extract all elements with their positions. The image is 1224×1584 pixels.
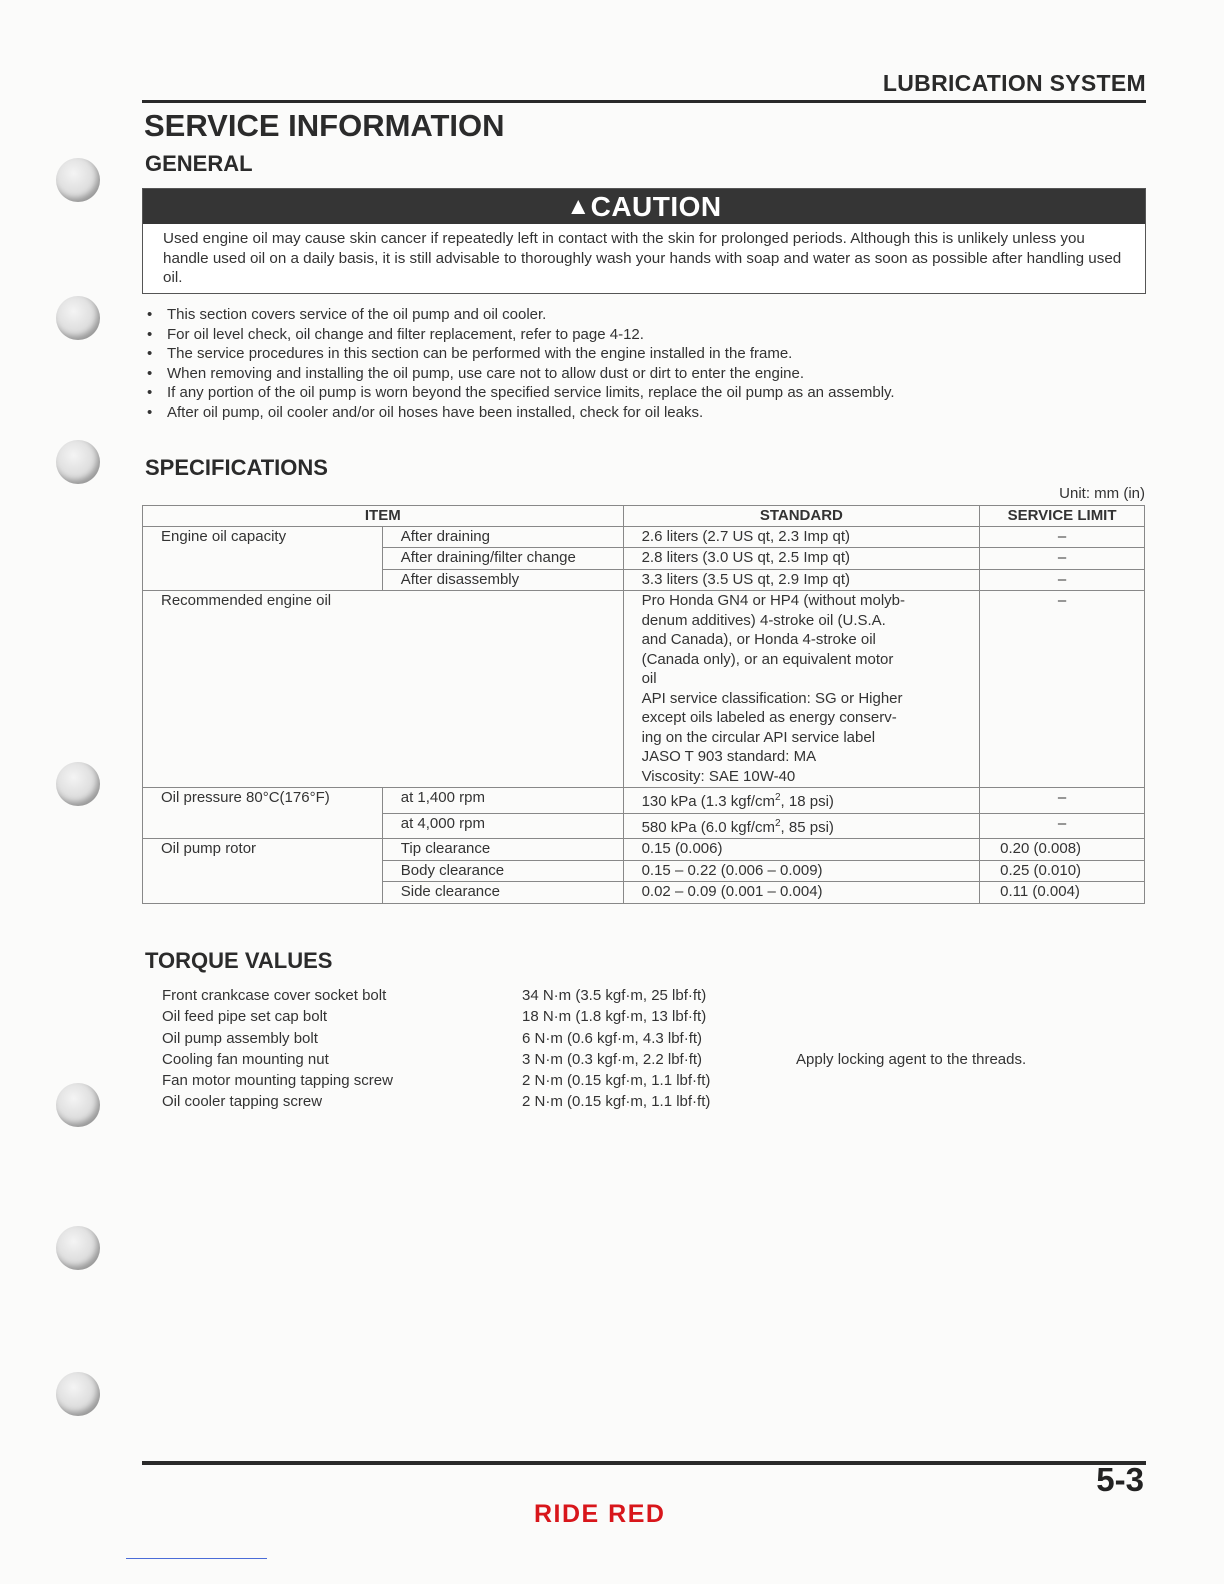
standard-line: except oils labeled as energy conserv-	[641, 709, 897, 726]
table-header-row	[143, 506, 1145, 527]
standard-value: 2.8 liters (3.0 US qt, 2.5 Imp qt)	[623, 548, 980, 570]
table-row	[143, 526, 1145, 548]
bullet-dot-icon: •	[147, 345, 153, 363]
standard-line: ing on the circular API service label	[641, 728, 876, 746]
service-limit-value: 0.11 (0.004)	[980, 882, 1145, 904]
service-limit-value: –	[980, 569, 1145, 591]
torque-value: 34 N·m (3.5 kgf·m, 25 lbf·ft)	[522, 987, 707, 1004]
table-row	[143, 591, 1145, 788]
table-row	[143, 788, 1145, 814]
column-header-standard: STANDARD	[623, 506, 980, 527]
torque-value: 6 N·m (0.6 kgf·m, 4.3 lbf·ft)	[522, 1029, 703, 1047]
item-label: Oil pressure 80°C(176°F)	[143, 788, 383, 839]
sub-item: After draining/filter change	[382, 548, 623, 570]
item-label: Oil pump rotor	[143, 839, 383, 904]
standard-value	[623, 591, 980, 788]
unit-label: Unit: mm (in)	[1059, 485, 1145, 502]
standard-line: JASO T 903 standard: MA	[641, 748, 817, 765]
standard-line: Pro Honda GN4 or HP4 (without molyb-	[641, 592, 906, 609]
service-limit-value: –	[980, 788, 1145, 814]
list-item: • After oil pump, oil cooler and/or oil hoses have been installed, check for oil leaks.	[147, 403, 704, 421]
specifications-heading: SPECIFICATIONS	[145, 455, 328, 480]
general-bullet-list	[146, 305, 1126, 423]
standard-line: API service classification: SG or Higher	[641, 689, 903, 707]
standard-line: Viscosity: SAE 10W-40	[641, 767, 796, 785]
binder-hole	[56, 762, 100, 806]
standard-line: oil	[641, 670, 657, 687]
list-item: • The service procedures in this section can be performed with the engine installed in the frame.	[147, 345, 793, 363]
standard-value: 0.02 – 0.09 (0.001 – 0.004)	[623, 882, 980, 904]
torque-value: 3 N·m (0.3 kgf·m, 2.2 lbf·ft)	[522, 1050, 703, 1068]
bullet-dot-icon: •	[147, 306, 153, 323]
binder-hole	[56, 158, 100, 202]
torque-item: Front crankcase cover socket bolt	[162, 987, 387, 1004]
torque-note: Apply locking agent to the threads.	[796, 1050, 1027, 1068]
sub-item: Body clearance	[382, 860, 623, 882]
bullet-dot-icon: •	[147, 403, 153, 421]
table-row	[143, 839, 1145, 861]
standard-line: and Canada), or Honda 4-stroke oil	[641, 631, 876, 648]
footer-link-underline	[126, 1558, 267, 1559]
torque-item: Oil feed pipe set cap bolt	[162, 1008, 328, 1026]
service-limit-value: –	[980, 591, 1145, 788]
standard-line: (Canada only), or an equivalent motor	[641, 650, 894, 668]
item-label: Engine oil capacity	[143, 526, 383, 591]
bullet-dot-icon: •	[147, 364, 153, 382]
general-heading: GENERAL	[145, 151, 253, 176]
bullet-dot-icon: •	[147, 384, 153, 402]
binder-hole	[56, 296, 100, 340]
service-limit-value: –	[980, 526, 1145, 548]
torque-value: 2 N·m (0.15 kgf·m, 1.1 lbf·ft)	[522, 1072, 711, 1090]
caution-bar	[143, 189, 1145, 224]
caution-box	[142, 188, 1146, 294]
page-title: SERVICE INFORMATION	[144, 108, 505, 143]
sub-item: Side clearance	[382, 882, 623, 904]
section-header: LUBRICATION SYSTEM	[882, 70, 1146, 96]
binder-hole	[56, 1083, 100, 1127]
torque-item: Oil pump assembly bolt	[162, 1029, 318, 1047]
item-label: Recommended engine oil	[143, 591, 624, 788]
list-item: • If any portion of the oil pump is worn beyond the specified service limits, replace the oil pump as an assembly.	[147, 384, 895, 402]
standard-value: 0.15 (0.006)	[623, 839, 980, 861]
list-item: • When removing and installing the oil pump, use care not to allow dust or dirt to enter the engine.	[147, 364, 805, 382]
standard-value: 3.3 liters (3.5 US qt, 2.9 Imp qt)	[623, 569, 980, 591]
caution-label: CAUTION	[590, 191, 722, 222]
torque-item: Fan motor mounting tapping screw	[162, 1072, 393, 1090]
torque-item: Cooling fan mounting nut	[162, 1050, 329, 1068]
service-limit-value: 0.20 (0.008)	[980, 839, 1145, 861]
sub-item: at 4,000 rpm	[382, 813, 623, 839]
standard-line: denum additives) 4-stroke oil (U.S.A.	[641, 611, 886, 629]
torque-value: 18 N·m (1.8 kgf·m, 13 lbf·ft)	[522, 1008, 707, 1026]
service-limit-value: –	[980, 813, 1145, 839]
binder-hole	[56, 1226, 100, 1270]
binder-hole	[56, 1372, 100, 1416]
top-rule	[142, 100, 1146, 103]
footer-brand-logo: RIDE RED	[534, 1500, 666, 1528]
page-number: 5-3	[1096, 1461, 1144, 1498]
bullet-dot-icon: •	[147, 325, 153, 343]
service-limit-value: 0.25 (0.010)	[980, 860, 1145, 882]
torque-value: 2 N·m (0.15 kgf·m, 1.1 lbf·ft)	[522, 1093, 711, 1111]
sub-item: After draining	[382, 526, 623, 548]
standard-value: 580 kPa (6.0 kgf/$cm^2$, 85 psi)	[623, 813, 980, 839]
service-limit-value: –	[980, 548, 1145, 570]
list-item: • For oil level check, oil change and filter replacement, refer to page 4-12.	[147, 325, 644, 343]
binder-hole	[56, 440, 100, 484]
specifications-table	[142, 505, 1145, 904]
standard-value: 2.6 liters (2.7 US qt, 2.3 Imp qt)	[623, 526, 980, 548]
list-item: • This section covers service of the oil pump and oil cooler.	[147, 306, 547, 323]
torque-values-heading: TORQUE VALUES	[145, 948, 333, 973]
standard-value: 130 kPa (1.3 kgf/$cm^2$, 18 psi)	[623, 788, 980, 814]
torque-item: Oil cooler tapping screw	[162, 1093, 323, 1111]
bottom-rule	[142, 1461, 1146, 1465]
standard-value: 0.15 – 0.22 (0.006 – 0.009)	[623, 860, 980, 882]
column-header-item: ITEM	[143, 506, 624, 527]
caution-text: Used engine oil may cause skin cancer if repeatedly left in contact with the skin for prolonged periods. Although this is unlikely unless you handle used oil on a daily basis, it is still advisable to thoroughly wash your hands with soap and water as soon as possible after handling used oil.	[163, 230, 1122, 286]
sub-item: Tip clearance	[382, 839, 623, 861]
sub-item: at 1,400 rpm	[382, 788, 623, 814]
warning-triangle-icon: ▲	[566, 193, 591, 220]
sub-item: After disassembly	[382, 569, 623, 591]
column-header-service-limit: SERVICE LIMIT	[980, 506, 1145, 527]
